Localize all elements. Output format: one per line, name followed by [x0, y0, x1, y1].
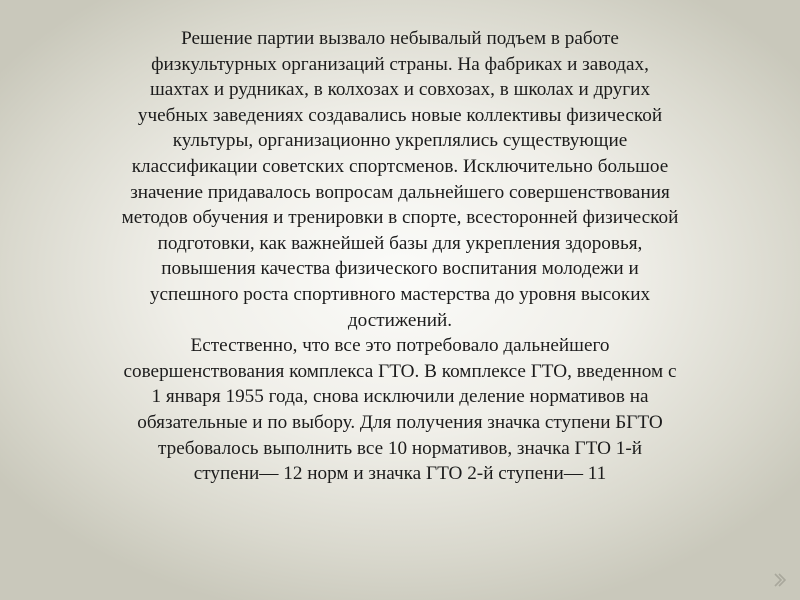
- slide-body-text: [70, 26, 730, 487]
- text-line: методов обучения и тренировки в спорте, всесторонней физической: [121, 207, 679, 229]
- text-line: 1 января 1955 года, снова исключили деление нормативов на: [151, 386, 649, 408]
- text-line: значение придавалось вопросам дальнейшего совершенствования: [130, 181, 670, 203]
- text-line: обязательные и по выбору. Для получения значка ступени БГТО: [137, 411, 663, 433]
- text-line: требовалось выполнить все 10 нормативов, значка ГТО 1-й: [158, 437, 642, 459]
- text-line: Естественно, что все это потребовало дальнейшего: [190, 335, 610, 357]
- text-line: физкультурных организаций страны. На фабриках и заводах,: [151, 53, 649, 75]
- text-line: Решение партии вызвало небывалый подъем в работе: [181, 28, 619, 49]
- text-line: повышения качества физического воспитания молодежи и: [161, 258, 639, 280]
- paragraph-party-decision: [70, 26, 730, 333]
- text-line: классификации советских спортсменов. Исключительно большое: [131, 155, 669, 177]
- text-line: шахтах и рудниках, в колхозах и совхозах, в школах и других: [149, 79, 651, 101]
- text-line: успешного роста спортивного мастерства до уровня высоких: [149, 283, 651, 305]
- text-line: ступени— 12 норм и значка ГТО 2-й ступени— 11: [193, 463, 607, 485]
- text-line: подготовки, как важнейшей базы для укрепления здоровья,: [157, 232, 643, 254]
- text-line: совершенствования комплекса ГТО. В комплексе ГТО, введенном с: [123, 360, 677, 382]
- text-line: достижений.: [347, 309, 453, 331]
- chevron-icon: [770, 572, 786, 588]
- paragraph-gto-complex: [70, 333, 730, 487]
- text-line: учебных заведениях создавались новые коллективы физической: [137, 104, 663, 126]
- text-line: культуры, организационно укреплялись существующие: [172, 130, 628, 152]
